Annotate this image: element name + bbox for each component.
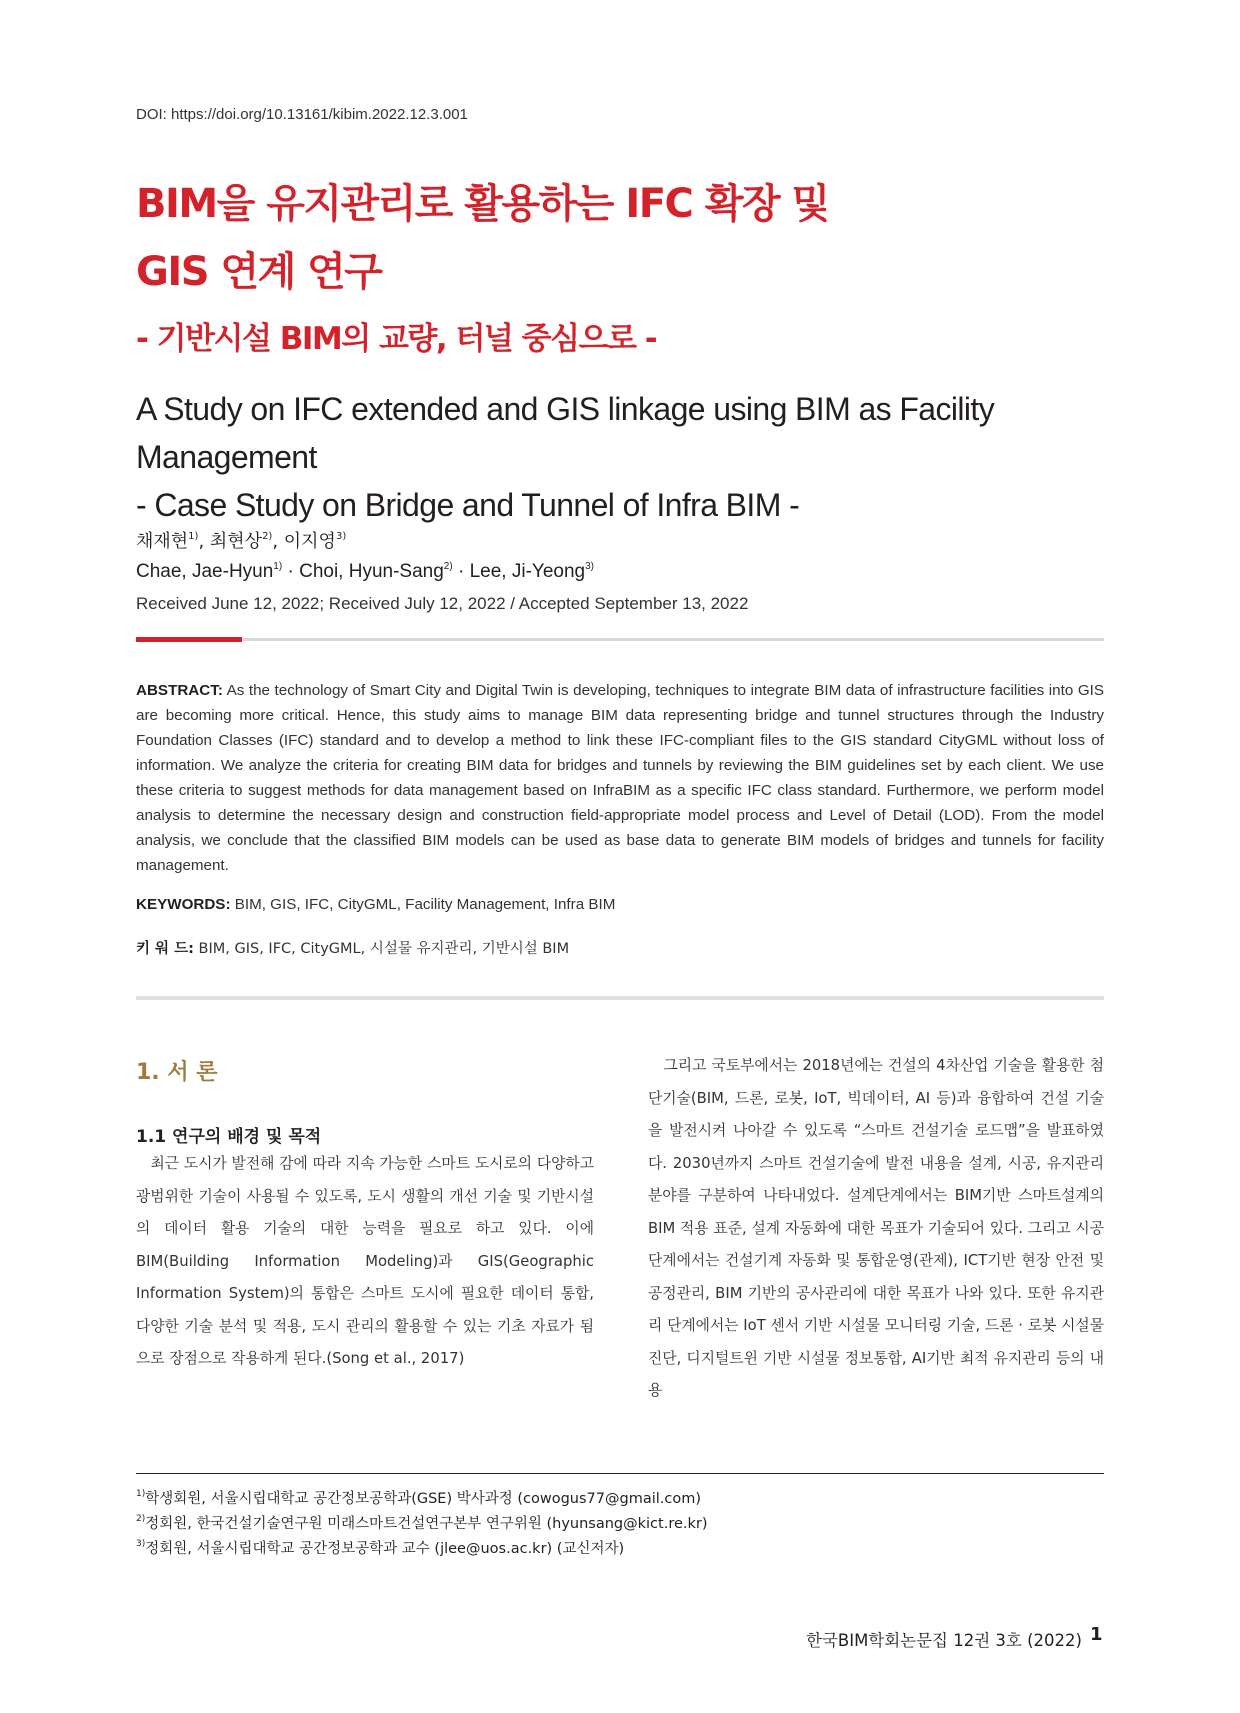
footnote-text: 정회원, 서울시립대학교 공간정보공학과 교수 (jlee@uos.ac.kr) (교신저자) [145, 1541, 625, 1557]
footnote [136, 1487, 708, 1512]
author-mark: 3) [335, 531, 347, 542]
author-name: Chae, Jae-Hyun [136, 561, 274, 582]
header-divider [136, 638, 1104, 641]
keywords-text: BIM, GIS, IFC, CityGML, Facility Management, Infra BIM [234, 896, 616, 913]
abstract-label: ABSTRACT: [136, 682, 223, 699]
header-divider-accent [136, 637, 242, 642]
title-en-line-1: A Study on IFC extended and GIS linkage using BIM as Facility Management [136, 391, 995, 475]
footnote-divider [136, 1473, 1104, 1474]
author-mark: 2) [443, 561, 453, 572]
abstract-text: As the technology of Smart City and Digital Twin is developing, techniques to integrate BIM data of infrastructure facilities into GIS are becoming more critical. Hence, this study aims to manage BIM data representing bridge and tunnel structures through the Industry Foundation Classes (IFC) standard and to develop a method to link these IFC-compliant files to the GIS standard CityGML without loss of information. We analyze the criteria for creating BIM data for bridges and tunnels by reviewing the BIM guidelines set by each client. We use these criteria to suggest methods for data management based on InfraBIM as a specific IFC class standard. Furthermore, we perform model analysis to determine the necessary design and construction field-appropriate model process and Level of Detail (LOD). From the model analysis, we conclude that the classified BIM models can be used as base data to generate BIM models of bridges and tunnels for facility management. [136, 682, 1104, 874]
author-name: 채재현 [136, 531, 189, 552]
footnote-text: 학생회원, 서울시립대학교 공간정보공학과(GSE) 박사과정 (cowogus77@gmail.com) [145, 1491, 701, 1507]
title-ko-line-2: GIS 연계 연구 [136, 249, 382, 295]
footnote [136, 1512, 708, 1537]
keywords-label: KEYWORDS: [136, 896, 231, 913]
author-mark: 1) [188, 531, 199, 542]
author-name: Lee, Ji-Yeong [469, 561, 586, 582]
paper-subtitle-korean: - 기반시설 BIM의 교량, 터널 중심으로 - [136, 321, 657, 357]
abstract-divider [136, 996, 1104, 1000]
keywords-ko-label: 키 워 드: [136, 941, 194, 957]
author-name: 최현상 [209, 531, 263, 552]
body-text: 그리고 국토부에서는 2018년에는 건설의 4차산업 기술을 활용한 첨단기술(BIM, 드론, 로봇, IoT, 빅데이터, AI 등)과 융합하여 건설 기술을 발전시켜 나아갈 수 있도록 “스마트 건설기술 로드맵”을 발표하였다. 2030년까지 스마트 건설기술에 발전 내용을 설계, 시공, 유지관리 분야를 구분하여 나타내었다. 설계단계에서는 BIM기반 스마트설계의 BIM 적용 표준, 설계 자동화에 대한 목표가 기술되어 있다. 그리고 시공단계에서는 건설기계 자동화 및 통합운영(관제), ICT기반 현장 안전 및 공정관리, BIM 기반의 공사관리에 대한 목표가 나와 있다. 또한 유지관리 단계에서는 IoT 센서 기반 시설물 모니터링 기술, 드론 · 로봇 시설물 진단, 디지털트윈 기반 시설물 정보통합, AI기반 최적 유지관리 등의 내용 [648, 1057, 1104, 1399]
title-ko-line-1: BIM을 유지관리로 활용하는 IFC 확장 및 [136, 181, 829, 227]
paper-title-english [136, 385, 1136, 529]
body-paragraph-left [136, 1148, 594, 1376]
received-dates: Received June 12, 2022; Received July 12, 2022 / Accepted September 13, 2022 [136, 594, 749, 613]
paper-title-korean [136, 170, 1136, 306]
footnote-text: 정회원, 한국건설기술연구원 미래스마트건설연구본부 연구위원 (hyunsang@kict.re.kr) [145, 1516, 708, 1532]
author-mark: 2) [262, 531, 273, 542]
authors-korean: 채재현$^{1)}$, 최현상$^{2)}$, 이지영$^{3)}$ [136, 531, 347, 552]
page-number: 1 [1090, 1624, 1103, 1645]
abstract [136, 678, 1104, 878]
keywords-korean [136, 937, 569, 958]
footnote-mark: 3) [136, 1539, 146, 1549]
author-name: 이지영 [283, 531, 336, 552]
footnote [136, 1537, 708, 1562]
author-mark: 1) [273, 561, 283, 572]
author-mark: 3) [585, 561, 595, 572]
body-paragraph-right [648, 1050, 1104, 1408]
keywords-ko-text: BIM, GIS, IFC, CityGML, 시설물 유지관리, 기반시설 BIM [198, 941, 570, 957]
body-text: 최근 도시가 발전해 감에 따라 지속 가능한 스마트 도시로의 다양하고 광범위한 기술이 사용될 수 있도록, 도시 생활의 개선 기술 및 기반시설의 데이터 활용 기술의 대한 능력을 필요로 하고 있다. 이에 BIM(Building Information Modeling)과 GIS(Geographic Information System)의 통합은 스마트 도시에 필요한 데이터 통합, 다양한 기술 분석 및 적용, 도시 관리의 활용할 수 있는 기초 자료가 됨으로 장점으로 작용하게 된다.(Song et al., 2017) [136, 1155, 594, 1367]
author-name: Choi, Hyun-Sang [299, 561, 444, 582]
footnotes [136, 1487, 708, 1562]
doi-line: DOI: https://doi.org/10.13161/kibim.2022.12.3.001 [136, 106, 468, 123]
footnote-mark: 1) [136, 1489, 146, 1499]
footnote-mark: 2) [136, 1514, 146, 1524]
title-en-line-2: - Case Study on Bridge and Tunnel of Infra BIM - [136, 487, 800, 523]
section-heading: 1. 서 론 [136, 1060, 218, 1085]
journal-name: 한국BIM학회논문집 12권 3호 (2022) [806, 1631, 1082, 1650]
authors-english: Chae, Jae-Hyun$^{1)}$ · Choi, Hyun-Sang$^{2)}$ · Lee, Ji-Yeong$^{3)}$ [136, 561, 595, 582]
keywords [136, 896, 615, 913]
subsection-heading: 1.1 연구의 배경 및 목적 [136, 1127, 322, 1147]
